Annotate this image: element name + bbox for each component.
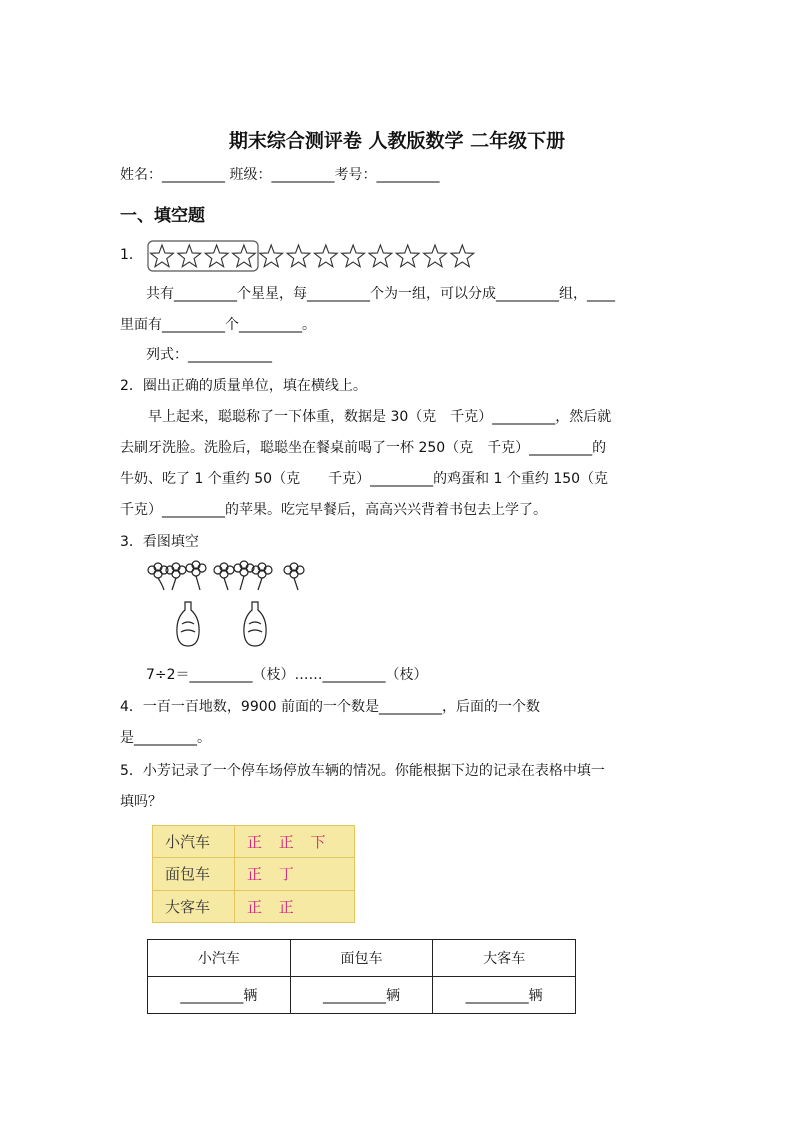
star-icon	[424, 245, 447, 267]
vase-icon	[177, 602, 199, 646]
tally-row	[153, 890, 355, 922]
q3-prompt: 3．看图填空	[120, 534, 199, 550]
tally-label: 小汽车	[153, 826, 235, 858]
q4-line1: 4．一百一百地数，9900 前面的一个数是_________，后面的一个数	[120, 699, 540, 715]
answer-cell[interactable]: _________辆	[148, 977, 291, 1014]
flowers-and-vases-figure	[144, 558, 314, 654]
flower-icon	[148, 563, 168, 590]
flower-icon	[214, 563, 234, 590]
q5-line1: 5．小芳记录了一个停车场停放车辆的情况。你能根据下边的记录在表格中填一	[120, 763, 605, 779]
answer-cell[interactable]: _________辆	[290, 977, 433, 1014]
q1-number: 1．	[120, 247, 143, 263]
q1-line1: 共有_________个星星，每_________个为一组，可以分成_________组，____	[146, 286, 615, 302]
answer-table-header: 小汽车	[148, 940, 291, 977]
q1-line2: 里面有_________个_________。	[120, 317, 316, 333]
flower-icon	[166, 563, 186, 590]
tally-row	[153, 826, 355, 858]
star-icon	[314, 245, 337, 267]
star-icon	[151, 245, 174, 267]
answer-table-header: 大客车	[433, 940, 576, 977]
page-title: 期末综合测评卷 人教版数学 二年级下册	[228, 130, 566, 152]
tally-label: 面包车	[153, 858, 235, 890]
q2-prompt: 2．圈出正确的质量单位，填在横线上。	[120, 378, 367, 394]
q2-line5: 千克）_________的苹果。吃完早餐后，高高兴兴背着书包去上学了。	[120, 502, 547, 518]
tally-marks: 正 正	[235, 890, 355, 922]
answer-table-header: 面包车	[290, 940, 433, 977]
q4-line2: 是_________。	[120, 730, 211, 746]
student-info-line: 姓名：_________ 班级：_________考号：_________	[120, 167, 440, 183]
q2-line4: 牛奶、吃了 1 个重约 50（克 千克）_________的鸡蛋和 1 个重约 150（克	[120, 471, 609, 487]
star-icon	[287, 245, 310, 267]
tally-marks: 正 正 下	[235, 826, 355, 858]
answer-cell[interactable]: _________辆	[433, 977, 576, 1014]
answer-table-header-row	[148, 940, 576, 977]
answer-table	[147, 939, 576, 1014]
q2-line2: 早上起来，聪聪称了一下体重，数据是 30（克 千克）_________，然后就	[148, 409, 612, 425]
star-icon	[232, 245, 255, 267]
star-icon	[205, 245, 228, 267]
flower-icon	[186, 561, 206, 590]
tally-marks: 正 丁	[235, 858, 355, 890]
star-icon	[369, 245, 392, 267]
answer-table-row	[148, 977, 576, 1014]
star-icon	[342, 245, 365, 267]
tally-label: 大客车	[153, 890, 235, 922]
stars-figure	[147, 239, 477, 273]
section-heading-fill-blank: 一、填空题	[120, 206, 205, 226]
group-box	[148, 241, 258, 271]
q3-equation: 7÷2＝_________（枝）……_________（枝）	[146, 667, 428, 683]
flower-icon	[252, 563, 272, 590]
star-icon	[178, 245, 201, 267]
star-icon	[396, 245, 419, 267]
tally-record-table	[152, 825, 355, 923]
flower-icon	[284, 563, 304, 590]
tally-row	[153, 858, 355, 890]
star-icon	[451, 245, 474, 267]
q2-line3: 去刷牙洗脸。洗脸后，聪聪坐在餐桌前喝了一杯 250（克 千克）_________的	[120, 440, 607, 456]
star-icon	[260, 245, 283, 267]
q5-line2: 填吗？	[120, 794, 162, 810]
vase-icon	[244, 602, 266, 646]
q1-formula-line: 列式：____________	[146, 347, 272, 363]
flower-icon	[234, 561, 254, 590]
